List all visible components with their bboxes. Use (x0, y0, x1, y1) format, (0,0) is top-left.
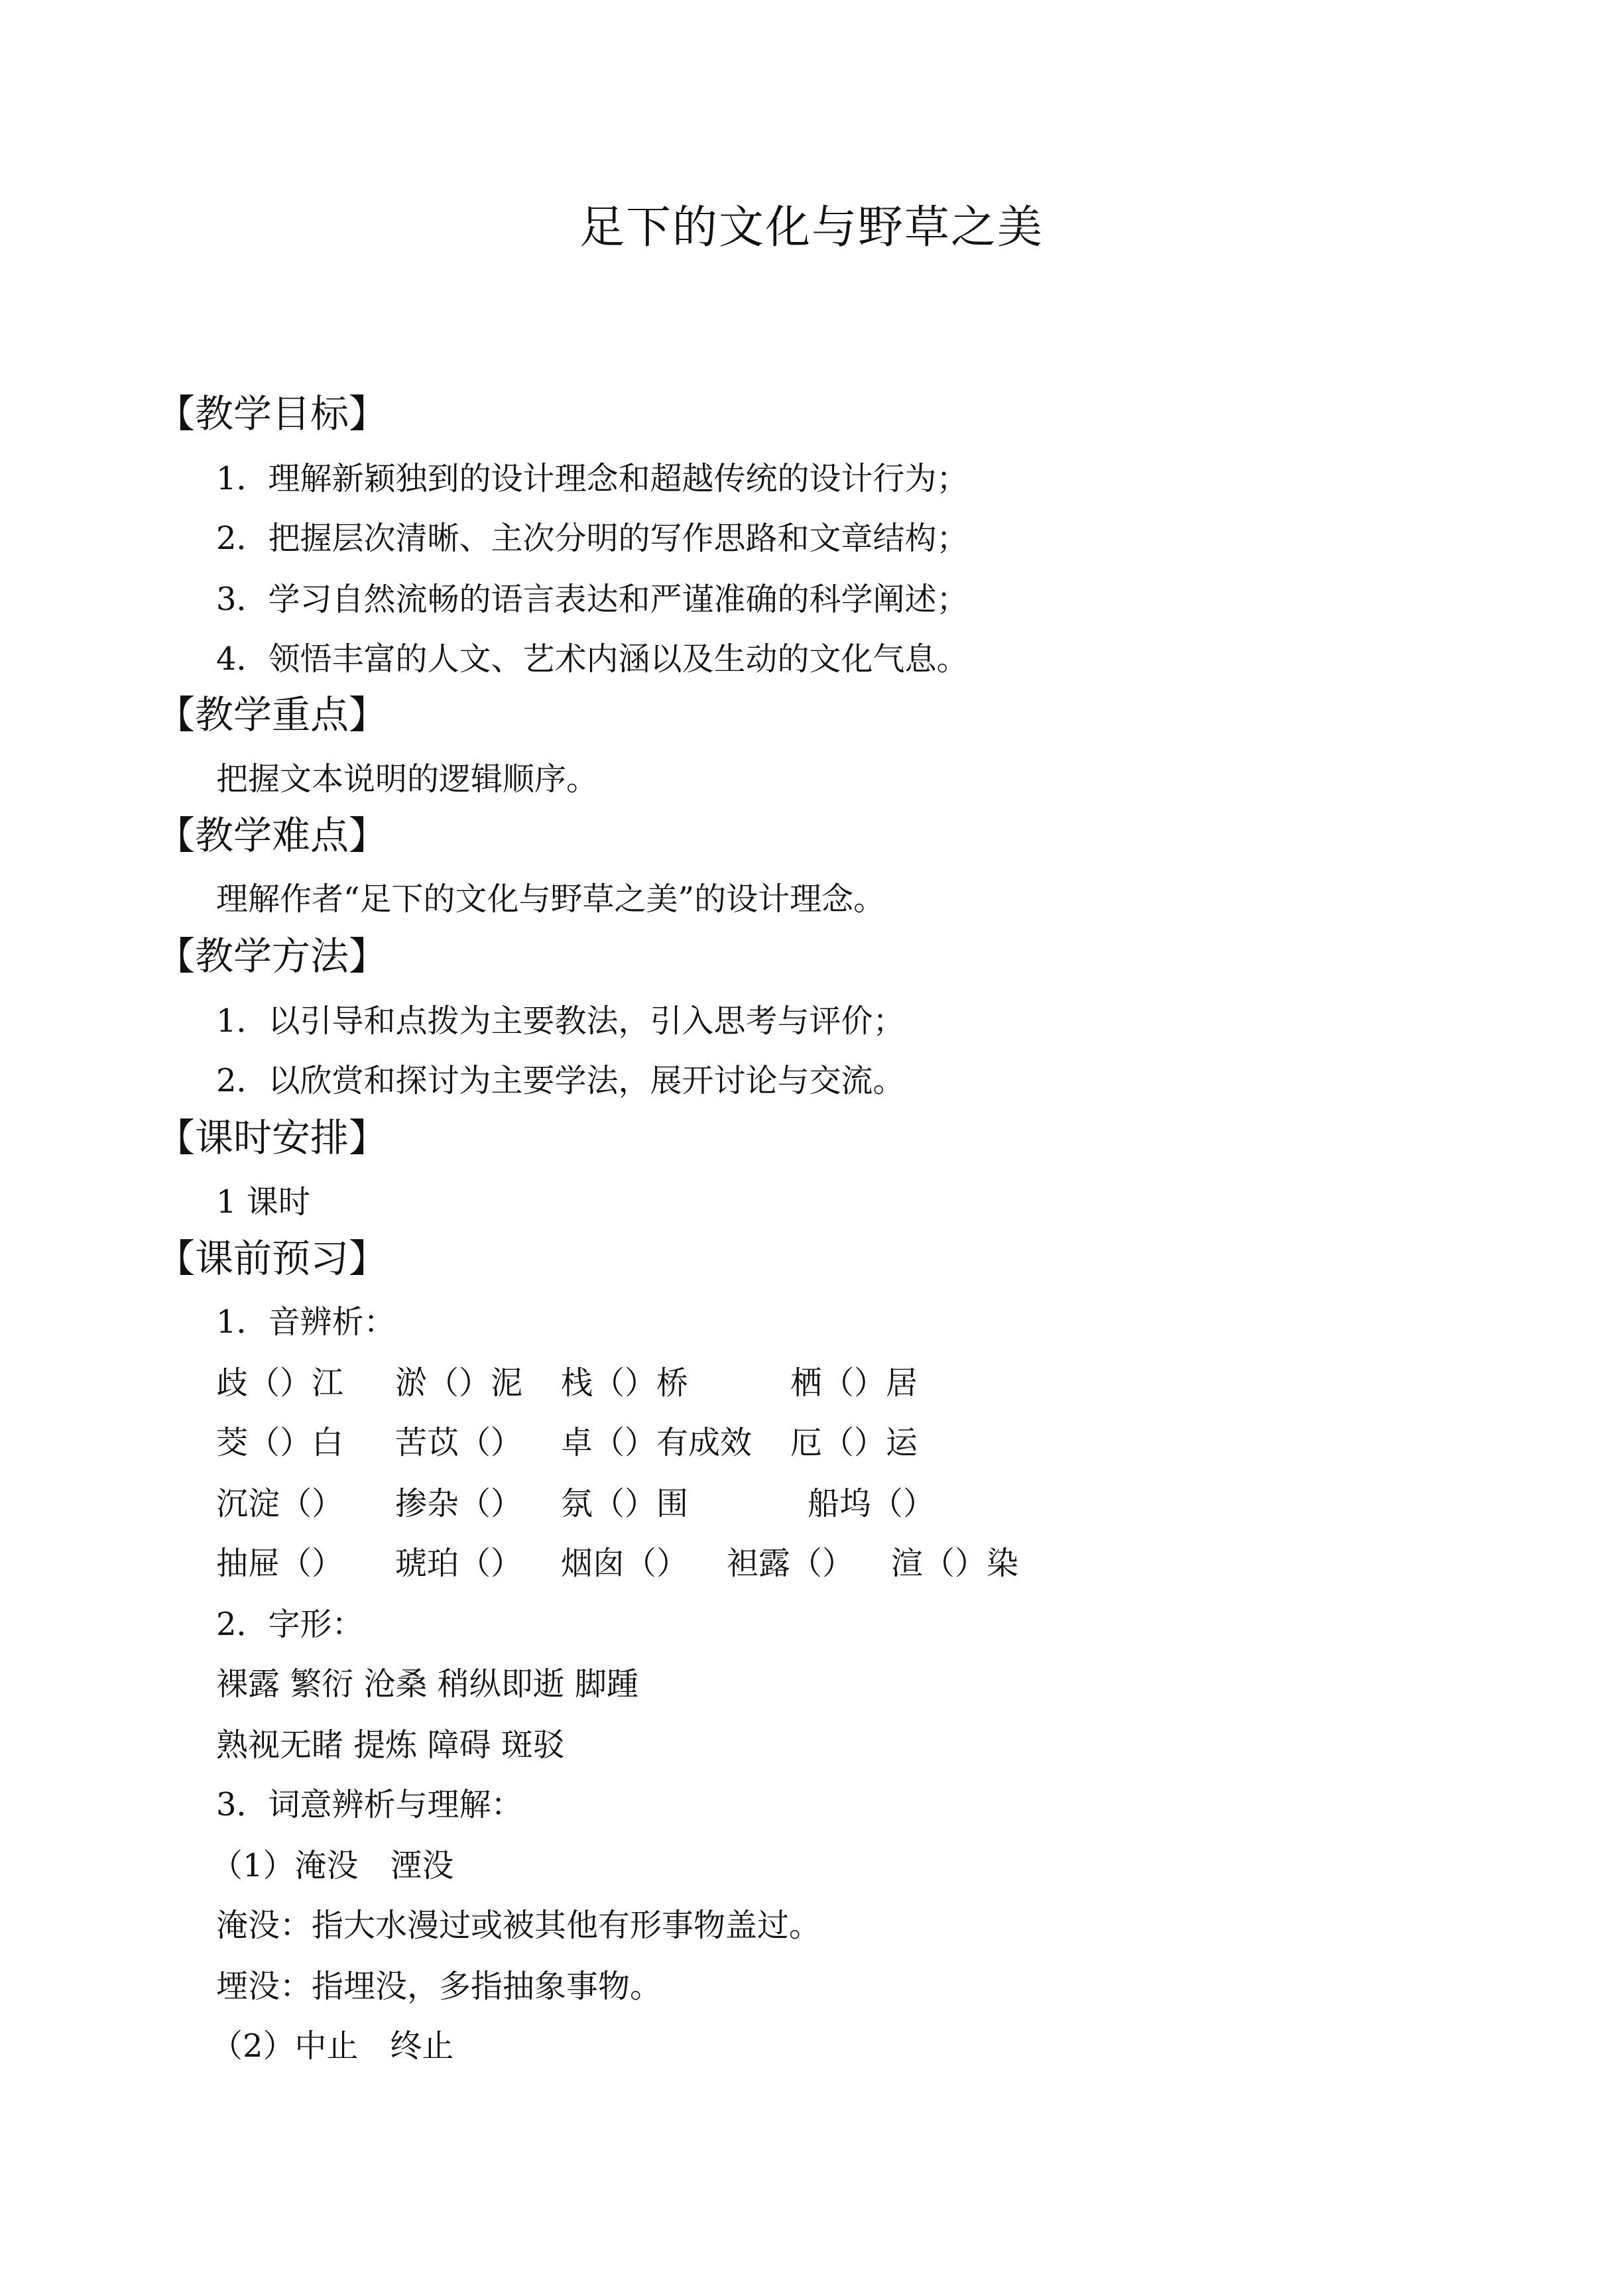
goal-item: 1．理解新颖独到的设计理念和超越传统的设计行为； (216, 460, 969, 497)
pronunciation-cell: 苦苡（） (395, 1424, 523, 1461)
vocab-pair: （2）中止 终止 (211, 2027, 454, 2065)
glyph-line: 熟视无睹 提炼 障碍 斑驳 (216, 1726, 565, 1764)
pronunciation-row (0, 1421, 1623, 1464)
pronunciation-cell: 淤（）泥 (395, 1364, 523, 1402)
pronunciation-cell: 抽屉（） (216, 1545, 344, 1582)
pronunciation-cell: 歧（）江 (216, 1364, 344, 1402)
vocab-definition: 堙没：指埋没，多指抽象事物。 (216, 1968, 662, 2005)
goal-item: 4．领悟丰富的人文、艺术内涵以及生动的文化气息。 (216, 640, 969, 678)
section-heading-key-points: 【教学重点】 (156, 692, 388, 737)
section-heading-preview: 【课前预习】 (156, 1236, 388, 1281)
pronunciation-row (0, 1362, 1623, 1404)
pronunciation-cell: 渲（）染 (891, 1545, 1019, 1582)
schedule-text: 1 课时 (216, 1183, 310, 1221)
goal-item: 3．学习自然流畅的语言表达和严谨准确的科学阐述； (216, 581, 969, 618)
key-points-text: 把握文本说明的逻辑顺序。 (216, 760, 599, 798)
section-heading-methods: 【教学方法】 (156, 934, 388, 979)
pronunciation-label: 1．音辨析： (216, 1303, 396, 1341)
pronunciation-cell: 栈（）桥 (561, 1364, 689, 1402)
difficulties-text: 理解作者“足下的文化与野草之美”的设计理念。 (216, 880, 886, 918)
section-heading-schedule: 【课时安排】 (156, 1115, 388, 1160)
vocab-pair: （1）淹没 湮没 (211, 1847, 454, 1884)
pronunciation-cell: 船坞（） (808, 1485, 935, 1522)
pronunciation-row (0, 1542, 1623, 1585)
pronunciation-cell: 袒露（） (727, 1545, 855, 1582)
section-heading-goals: 【教学目标】 (156, 391, 388, 436)
pronunciation-cell: 茭（）白 (216, 1424, 344, 1461)
pronunciation-cell: 琥珀（） (395, 1545, 523, 1582)
page-title: 足下的文化与野草之美 (579, 202, 1044, 254)
pronunciation-cell: 掺杂（） (395, 1485, 523, 1522)
vocab-definition: 淹没：指大水漫过或被其他有形事物盖过。 (216, 1907, 821, 1944)
pronunciation-cell: 卓（）有成效 (561, 1424, 752, 1461)
pronunciation-cell: 栖（）居 (790, 1364, 918, 1402)
pronunciation-cell: 氛（）围 (561, 1485, 689, 1522)
pronunciation-cell: 烟囱（） (561, 1545, 689, 1582)
pronunciation-cell: 沉淀（） (216, 1485, 344, 1522)
vocab-label: 3．词意辨析与理解： (216, 1786, 523, 1823)
glyph-line: 裸露 繁衍 沧桑 稍纵即逝 脚踵 (216, 1665, 639, 1703)
method-item: 2．以欣赏和探讨为主要学法，展开讨论与交流。 (216, 1062, 905, 1099)
goal-item: 2．把握层次清晰、主次分明的写作思路和文章结构； (216, 520, 969, 557)
pronunciation-row (0, 1482, 1623, 1525)
glyph-label: 2．字形： (216, 1606, 364, 1643)
section-heading-difficulties: 【教学难点】 (156, 813, 388, 858)
method-item: 1．以引导和点拨为主要教法，引入思考与评价； (216, 1002, 905, 1040)
pronunciation-cell: 厄（）运 (790, 1424, 918, 1461)
